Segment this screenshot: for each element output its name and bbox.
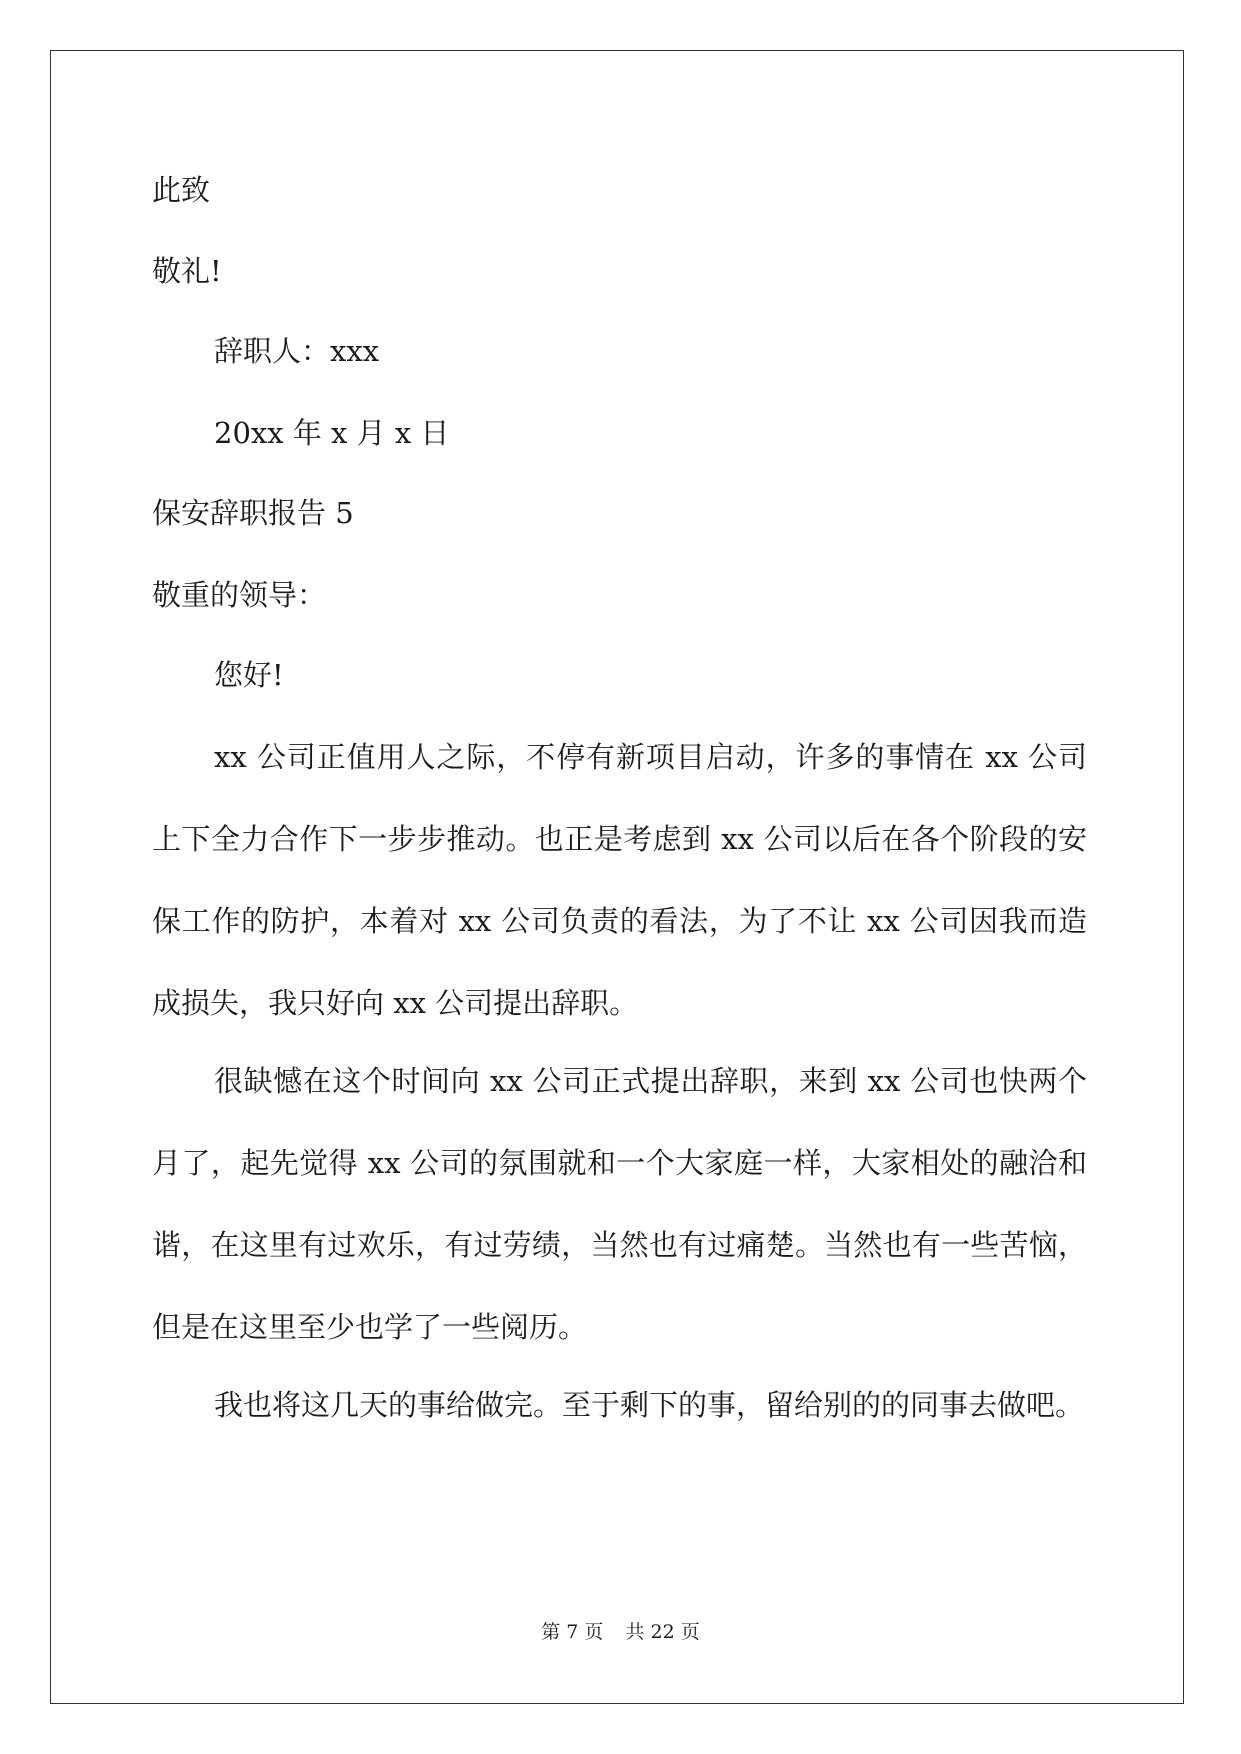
signer-line: 辞职人：xxx [214, 334, 380, 368]
body-paragraph-3: 我也将这几天的事给做完。至于剩下的事，留给别的的同事去做吧。 [214, 1388, 1085, 1422]
greeting: 您好! [214, 658, 284, 692]
body-paragraph-2: 很缺憾在这个时间向 xx 公司正式提出辞职，来到 xx 公司也快两个月了，起先觉得 xx 公司的氛围就和一个大家庭一样，大家相处的融洽和谐，在这里有过欢乐，有过劳绩，当然也有过痛楚。当然也有一些苦恼，但是在这里至少也学了一些阅历。 [152, 1064, 1087, 1344]
section-title: 保安辞职报告 5 [152, 496, 354, 530]
salutation: 敬重的领导： [152, 578, 327, 612]
page-footer [0, 1617, 1241, 1644]
closing-line-2: 敬礼! [152, 254, 222, 288]
page-total: 共 22 页 [625, 1621, 700, 1643]
body-paragraph-1: xx 公司正值用人之际，不停有新项目启动，许多的事情在 xx 公司上下全力合作下一步步推动。也正是考虑到 xx 公司以后在各个阶段的安保工作的防护，本着对 xx 公司负责的看法，为了不让 xx 公司因我而造成损失，我只好向 xx 公司提出辞职。 [152, 740, 1087, 1020]
date-line: 20xx 年 x 月 x 日 [214, 416, 450, 450]
closing-line-1: 此致 [152, 173, 211, 207]
page-number: 第 7 页 [541, 1621, 604, 1643]
